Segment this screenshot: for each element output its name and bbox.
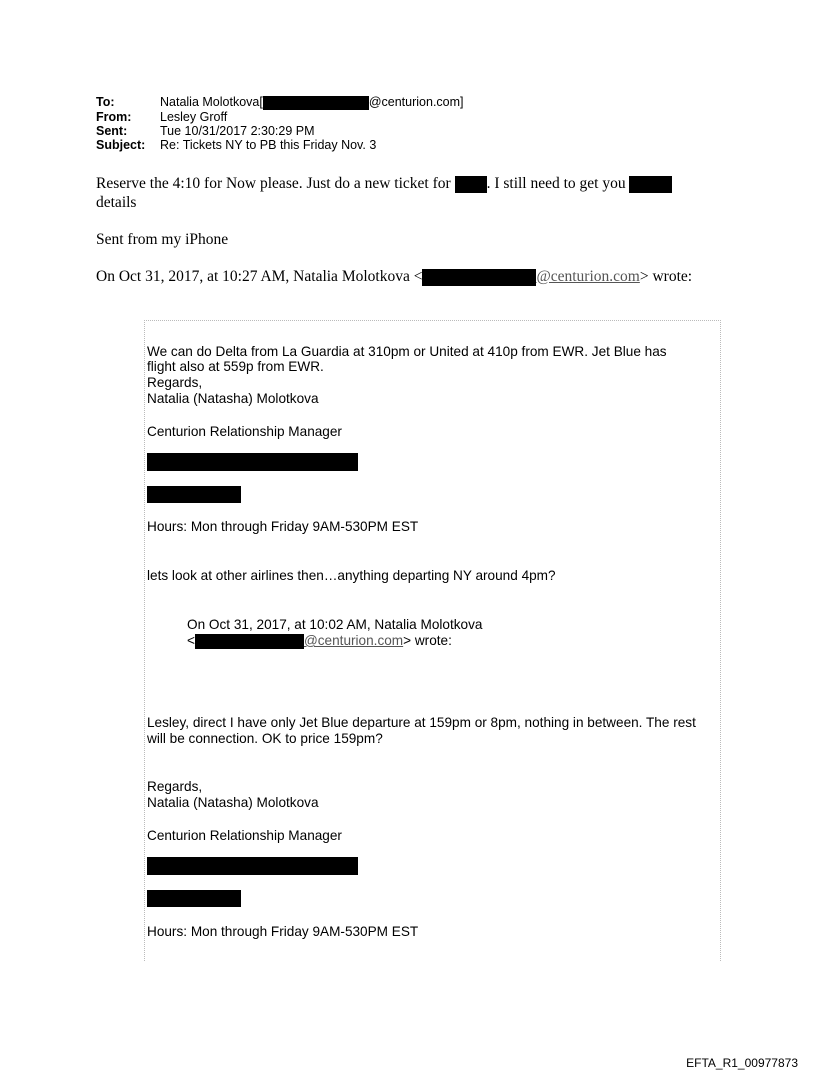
quoted-message: lets look at other airlines then…anything departing NY around 4pm? [147, 568, 556, 583]
quoted-name: Natalia (Natasha) Molotkova [147, 391, 319, 406]
quoted-regards: Regards, [147, 779, 203, 794]
header-subject-row [96, 138, 464, 152]
redaction-box [422, 269, 536, 286]
from-value: Lesley Groff [160, 109, 228, 124]
quoted-line-2: flight also at 559p from EWR. [147, 359, 324, 374]
email-link[interactable]: @centurion.com [303, 633, 404, 648]
quoted-name: Natalia (Natasha) Molotkova [147, 795, 319, 810]
reply-line-1: Reserve the 4:10 for Now please. Just do a new ticket for . I still need to get you [96, 174, 672, 193]
header-to-row [96, 95, 464, 110]
quoted-line-1: We can do Delta from La Guardia at 310pm or United at 410p from EWR. Jet Blue has [147, 344, 667, 359]
quoted-line-1: Lesley, direct I have only Jet Blue departure at 159pm or 8pm, nothing in between. The rest [147, 715, 696, 730]
email-link[interactable]: @centurion.com [536, 268, 640, 285]
redaction-box [195, 634, 304, 649]
redaction-box [455, 176, 487, 193]
header-from-row [96, 110, 464, 124]
header-sent-row [96, 124, 464, 138]
nested-quote-email: < @centurion.com> wrote: [187, 633, 452, 648]
redaction-box [263, 96, 369, 110]
nested-quote-intro: On Oct 31, 2017, at 10:02 AM, Natalia Molotkova [187, 617, 483, 632]
quoted-title: Centurion Relationship Manager [147, 828, 342, 843]
subject-value: Re: Tickets NY to PB this Friday Nov. 3 [160, 137, 377, 152]
reply-line-2: details [96, 194, 137, 211]
to-value: Natalia Molotkova[ @centurion.com] [160, 95, 464, 109]
quoted-regards: Regards, [147, 375, 203, 390]
redaction-box [147, 486, 241, 503]
sent-value: Tue 10/31/2017 2:30:29 PM [160, 123, 315, 138]
email-header [96, 95, 464, 152]
redaction-box [629, 176, 672, 193]
redaction-box [147, 857, 358, 875]
sent-label: Sent: [96, 123, 128, 138]
quoted-title: Centurion Relationship Manager [147, 424, 342, 439]
to-label: To: [96, 95, 115, 109]
document-id: EFTA_R1_00977873 [686, 1056, 798, 1070]
redaction-box [147, 453, 358, 471]
redaction-box [147, 890, 241, 907]
quoted-hours: Hours: Mon through Friday 9AM-530PM EST [147, 924, 419, 939]
from-label: From: [96, 109, 132, 124]
subject-label: Subject: [96, 137, 146, 152]
quoted-line-2: will be connection. OK to price 159pm? [147, 731, 383, 746]
quote-intro: On Oct 31, 2017, at 10:27 AM, Natalia Molotkova < @centurion.com> wrote: [96, 268, 693, 285]
reply-signature: Sent from my iPhone [96, 231, 229, 248]
quoted-hours: Hours: Mon through Friday 9AM-530PM EST [147, 519, 419, 534]
